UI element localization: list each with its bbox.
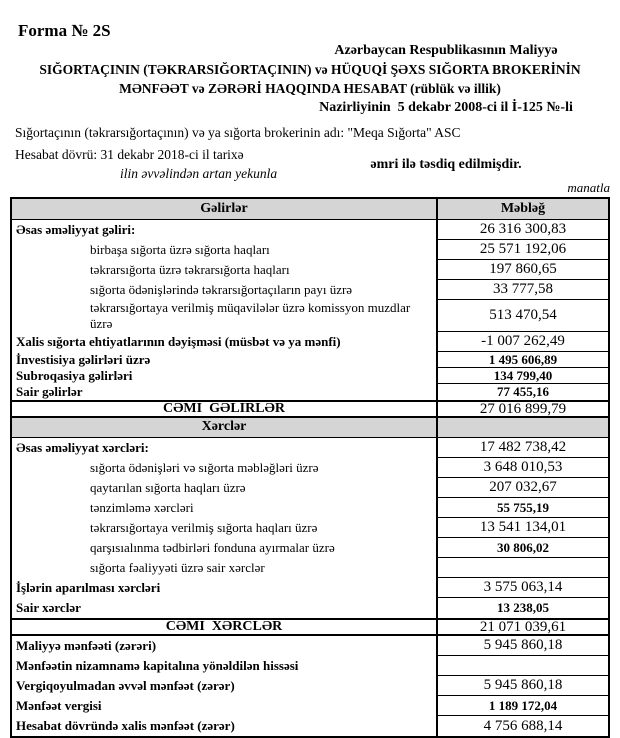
table-row bbox=[12, 368, 608, 384]
row-value: 1 189 172,04 bbox=[436, 696, 608, 716]
row-value: 5 945 860,18 bbox=[436, 676, 608, 696]
row-value: 21 071 039,61 bbox=[436, 620, 608, 634]
row-label: qarşısıalınma tədbirləri fonduna ayırmalar üzrə bbox=[90, 540, 335, 556]
row-value: 3 575 063,14 bbox=[436, 578, 608, 598]
row-label: Mənfəət vergisi bbox=[16, 698, 102, 714]
table-row bbox=[12, 458, 608, 478]
table-row bbox=[12, 636, 608, 656]
report-title-line: SIĞORTAÇININ (TƏKRARSIĞORTAÇININ) və HÜQUQİ ŞƏXS SIĞORTA BROKERİNİN bbox=[39, 62, 581, 77]
table-row bbox=[12, 384, 608, 400]
table-row bbox=[12, 332, 608, 352]
row-value: 207 032,67 bbox=[436, 478, 608, 498]
row-label: Xərclər bbox=[201, 419, 247, 435]
row-value bbox=[436, 558, 608, 578]
total-row bbox=[12, 400, 608, 418]
table-row bbox=[12, 478, 608, 498]
row-value bbox=[436, 656, 608, 676]
row-value bbox=[436, 418, 608, 437]
table-header-row bbox=[12, 199, 608, 220]
row-label: Əsas əməliyyat xərcləri: bbox=[16, 440, 149, 456]
row-value: 4 756 688,14 bbox=[436, 716, 608, 736]
report-title-line: MƏNFƏƏT və ZƏRƏRİ HAQQINDA HESABAT (rüblük və illik) bbox=[119, 81, 501, 96]
table-row bbox=[12, 716, 608, 736]
approval-line: Nazirliyinin 5 dekabr 2008-ci il İ-125 №-li bbox=[319, 100, 573, 115]
currency-note: manatla bbox=[567, 180, 610, 195]
row-label: CƏMİ XƏRCLƏR bbox=[165, 618, 283, 634]
approval-note bbox=[278, 3, 614, 212]
table-row bbox=[12, 696, 608, 716]
row-label: təkrarsığorta üzrə təkrarsığorta haqları bbox=[90, 262, 290, 278]
table-row bbox=[12, 260, 608, 280]
row-label: Hesabat dövründə xalis mənfəət (zərər) bbox=[16, 718, 235, 734]
row-label: Sair xərclər bbox=[16, 600, 81, 616]
row-label: Xalis sığorta ehtiyatlarının dəyişməsi (müsbət və ya mənfi) bbox=[16, 334, 341, 350]
report-title bbox=[0, 60, 620, 98]
row-label: Mənfəətin nizamnamə kapitalına yönəldilən hissəsi bbox=[16, 658, 299, 674]
table-row bbox=[12, 240, 608, 260]
row-label: İnvestisiya gəlirləri üzrə bbox=[16, 352, 151, 368]
column-header-label: Gəlirlər bbox=[200, 200, 248, 216]
row-label: İşlərin aparılması xərcləri bbox=[16, 580, 161, 596]
row-label: sığorta fəaliyyəti üzrə sair xərclər bbox=[90, 560, 265, 576]
row-value: 77 455,16 bbox=[436, 384, 608, 400]
row-value: 30 806,02 bbox=[436, 538, 608, 558]
row-label: Maliyyə mənfəəti (zərəri) bbox=[16, 638, 157, 654]
row-value: 17 482 738,42 bbox=[436, 438, 608, 458]
row-value: 26 316 300,83 bbox=[436, 220, 608, 240]
row-label: Sair gəlirlər bbox=[16, 384, 83, 400]
row-label: CƏMİ GƏLİRLƏR bbox=[162, 400, 286, 416]
row-label: sığorta ödənişləri və sığorta məbləğləri üzrə bbox=[90, 460, 319, 476]
row-value: 5 945 860,18 bbox=[436, 636, 608, 656]
table-row bbox=[12, 352, 608, 368]
form-number-label: Forma № 2S bbox=[18, 21, 111, 40]
row-label: sığorta ödənişlərində təkrarsığortaçıların payı üzrə bbox=[90, 282, 353, 298]
table-row bbox=[12, 578, 608, 598]
row-value: 27 016 899,79 bbox=[436, 402, 608, 416]
report-table bbox=[10, 197, 610, 738]
approval-line: əmri ilə təsdiq edilmişdir. bbox=[370, 157, 522, 172]
row-label: Subroqasiya gəlirləri bbox=[16, 368, 133, 384]
row-label: Vergiqoyulmadan əvvəl mənfəət (zərər) bbox=[16, 678, 235, 694]
table-row bbox=[12, 280, 608, 300]
row-value: 25 571 192,06 bbox=[436, 240, 608, 260]
row-label: tənzimləmə xərcləri bbox=[90, 500, 194, 516]
cumulative-note: ilin əvvəlindən artan yekunla bbox=[120, 166, 278, 181]
approval-line: Azərbaycan Respublikasının Maliyyə bbox=[334, 43, 558, 58]
table-row bbox=[12, 538, 608, 558]
table-row bbox=[12, 676, 608, 696]
table-row bbox=[12, 438, 608, 458]
row-label: birbaşa sığorta üzrə sığorta haqları bbox=[90, 242, 270, 258]
report-period-line: Hesabat dövrü: 31 dekabr 2018-ci il tarixə bbox=[15, 147, 244, 162]
row-value: 513 470,54 bbox=[436, 300, 608, 332]
row-value: 134 799,40 bbox=[436, 368, 608, 384]
insurer-name-line: Sığortaçının (təkrarsığortaçının) və ya sığorta brokerinin adı: "Meqa Sığorta" ASC bbox=[15, 125, 461, 140]
row-label: təkrarsığortaya verilmiş müqavilələr üzrə komissyon muzdlar üzrə bbox=[90, 300, 411, 331]
row-label: təkrarsığortaya verilmiş sığorta haqları üzrə bbox=[90, 520, 318, 536]
table-row bbox=[12, 558, 608, 578]
row-label: Əsas əməliyyat gəliri: bbox=[16, 222, 136, 238]
table-row bbox=[12, 518, 608, 538]
row-value: 55 755,19 bbox=[436, 498, 608, 518]
row-value: 13 541 134,01 bbox=[436, 518, 608, 538]
total-row bbox=[12, 618, 608, 636]
table-row bbox=[12, 498, 608, 518]
row-value: 1 495 606,89 bbox=[436, 352, 608, 368]
table-row bbox=[12, 656, 608, 676]
column-header-amount: Məbləğ bbox=[436, 199, 608, 219]
section-header-row bbox=[12, 418, 608, 438]
row-value: 13 238,05 bbox=[436, 598, 608, 618]
table-row bbox=[12, 598, 608, 618]
table-row bbox=[12, 300, 608, 332]
table-row bbox=[12, 220, 608, 240]
row-value: 197 860,65 bbox=[436, 260, 608, 280]
row-label: qaytarılan sığorta haqları üzrə bbox=[90, 480, 246, 496]
row-value: -1 007 262,49 bbox=[436, 332, 608, 352]
row-value: 33 777,58 bbox=[436, 280, 608, 300]
row-value: 3 648 010,53 bbox=[436, 458, 608, 478]
